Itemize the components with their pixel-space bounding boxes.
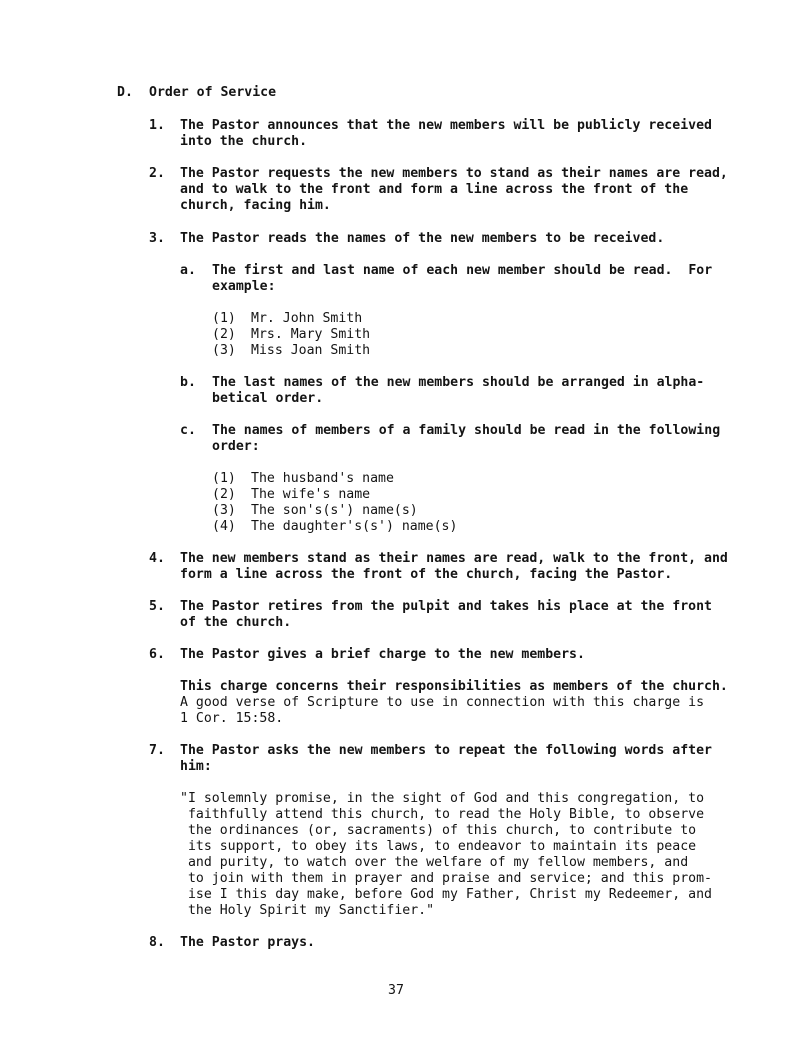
list-item-text: Mrs. Mary Smith	[251, 327, 371, 342]
quote-text-line: its support, to obey its laws, to endeavor to maintain its peace	[180, 839, 697, 854]
item-number: 1.	[149, 118, 165, 133]
item-text-line: The Pastor requests the new members to stand as their names are read,	[180, 166, 728, 181]
item-text-line: church, facing him.	[180, 198, 331, 213]
subitem-text-line: order:	[212, 439, 260, 454]
list-number: (1)	[212, 311, 236, 326]
quote-text-line: the Holy Spirit my Sanctifier."	[180, 903, 435, 918]
note-text-line: This charge concerns their responsibilities as members of the church.	[180, 679, 728, 694]
item-text-line: and to walk to the front and form a line across the front of the	[180, 182, 689, 197]
subitem-text-line: The names of members of a family should be read in the following	[212, 423, 721, 438]
subitem-text-line: example:	[212, 279, 276, 294]
list-number: (1)	[212, 471, 236, 486]
list-item-text: The son's(s') name(s)	[251, 503, 418, 518]
item-text-line: The new members stand as their names are read, walk to the front, and	[180, 551, 728, 566]
list-item-text: The husband's name	[251, 471, 394, 486]
item-text-line: him:	[180, 759, 212, 774]
quote-text-line: and purity, to watch over the welfare of my fellow members, and	[180, 855, 689, 870]
list-item-text: The wife's name	[251, 487, 371, 502]
item-text-line: The Pastor asks the new members to repeat the following words after	[180, 743, 712, 758]
section-title: Order of Service	[149, 85, 277, 100]
subitem-text-line: The first and last name of each new member should be read. For	[212, 263, 713, 278]
quote-text-line: "I solemnly promise, in the sight of God and this congregation, to	[180, 791, 705, 806]
note-text-line: 1 Cor. 15:58.	[180, 711, 284, 726]
section-letter: D.	[117, 85, 133, 100]
item-number: 7.	[149, 743, 165, 758]
list-item-text: Miss Joan Smith	[251, 343, 371, 358]
subitem-text-line: betical order.	[212, 391, 324, 406]
quote-text-line: faithfully attend this church, to read the Holy Bible, to observe	[180, 807, 705, 822]
list-item-text: Mr. John Smith	[251, 311, 363, 326]
list-number: (2)	[212, 327, 236, 342]
list-number: (4)	[212, 519, 236, 534]
item-text-line: of the church.	[180, 615, 292, 630]
item-text-line: The Pastor gives a brief charge to the new members.	[180, 647, 585, 662]
item-text-line: The Pastor retires from the pulpit and takes his place at the front	[180, 599, 712, 614]
quote-text-line: ise I this day make, before God my Father, Christ my Redeemer, and	[180, 887, 712, 902]
list-number: (3)	[212, 503, 236, 518]
subitem-text-line: The last names of the new members should be arranged in alpha-	[212, 375, 705, 390]
item-number: 5.	[149, 599, 165, 614]
item-text-line: The Pastor announces that the new members will be publicly received	[180, 118, 712, 133]
item-number: 6.	[149, 647, 165, 662]
item-number: 2.	[149, 166, 165, 181]
item-text-line: The Pastor reads the names of the new members to be received.	[180, 231, 665, 246]
item-number: 8.	[149, 935, 165, 950]
item-text-line: The Pastor prays.	[180, 935, 315, 950]
quote-text-line: to join with them in prayer and praise and service; and this prom-	[180, 871, 712, 886]
list-item-text: The daughter's(s') name(s)	[251, 519, 458, 534]
item-number: 3.	[149, 231, 165, 246]
item-text-line: form a line across the front of the church, facing the Pastor.	[180, 567, 673, 582]
page-number: 37	[388, 983, 404, 998]
item-number: 4.	[149, 551, 165, 566]
subitem-letter: a.	[180, 263, 196, 278]
subitem-letter: b.	[180, 375, 196, 390]
list-number: (3)	[212, 343, 236, 358]
list-number: (2)	[212, 487, 236, 502]
quote-text-line: the ordinances (or, sacraments) of this church, to contribute to	[180, 823, 697, 838]
item-text-line: into the church.	[180, 134, 308, 149]
note-text-line: A good verse of Scripture to use in connection with this charge is	[180, 695, 705, 710]
subitem-letter: c.	[180, 423, 196, 438]
